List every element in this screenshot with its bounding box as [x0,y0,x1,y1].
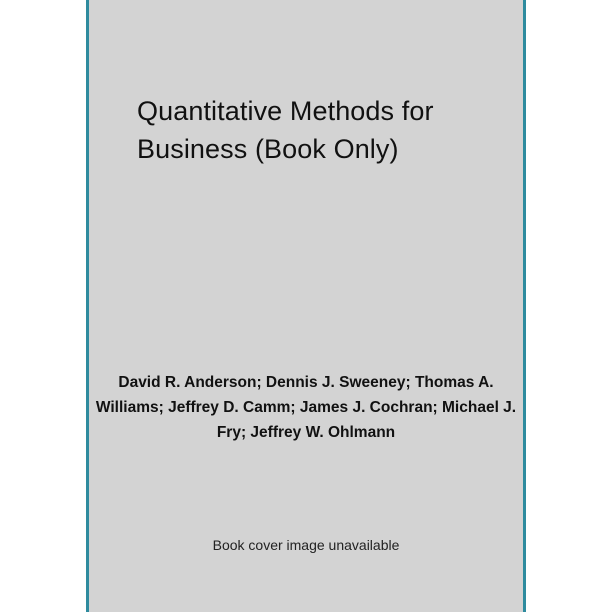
book-authors: David R. Anderson; Dennis J. Sweeney; Thomas A. Williams; Jeffrey D. Camm; James J. Cochran; Michael J. Fry; Jeffrey W. Ohlmann [95,374,517,441]
book-cover-content [89,0,523,612]
book-cover-panel [86,0,526,612]
book-title: Quantitative Methods for Business (Book Only) [137,96,434,164]
cover-unavailable-notice: Book cover image unavailable [212,537,400,553]
